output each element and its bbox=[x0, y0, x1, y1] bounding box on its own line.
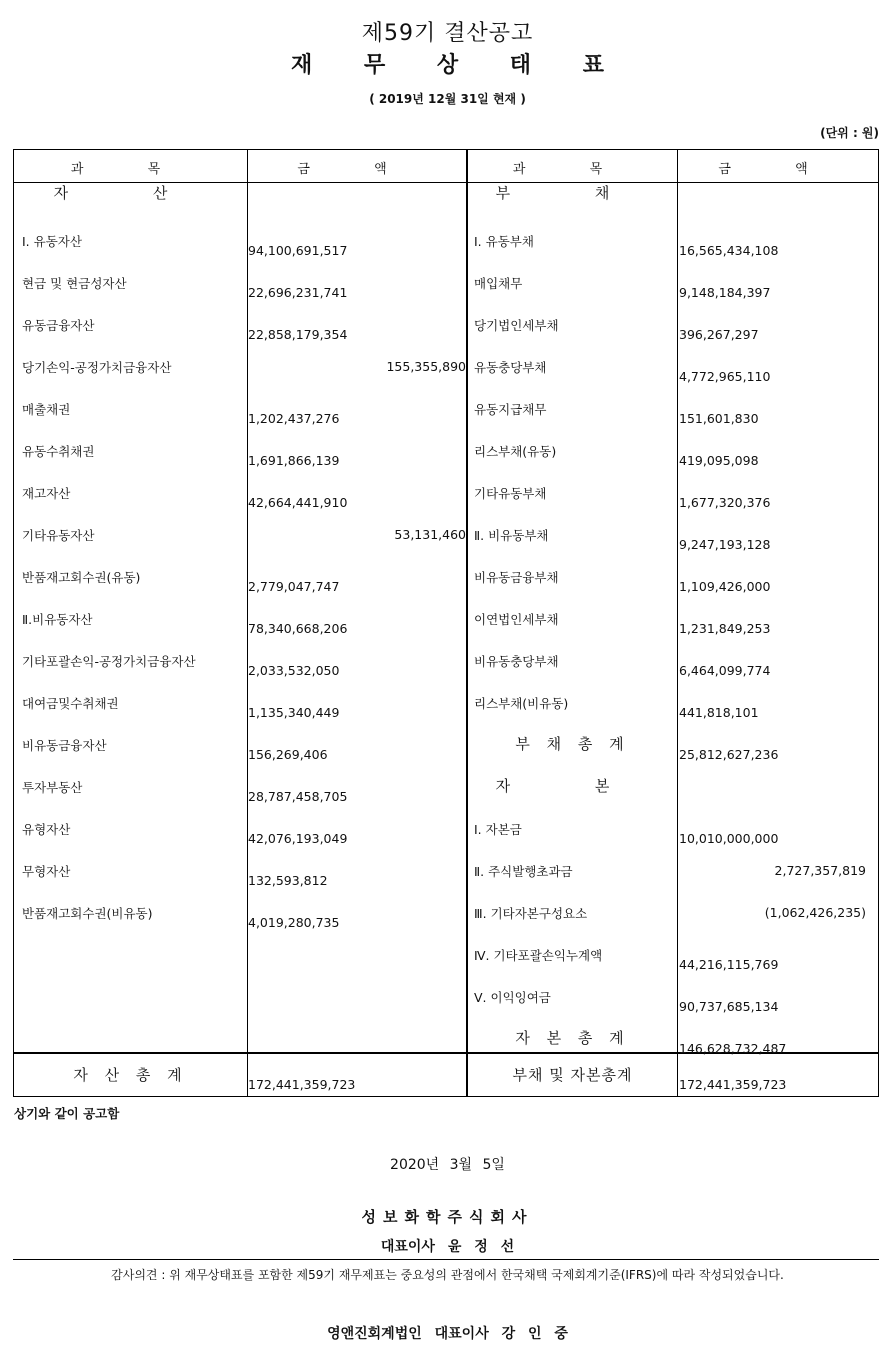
left-row-label: 투자부동산 bbox=[22, 780, 83, 795]
right-row-label: 이연법인세부채 bbox=[474, 612, 559, 627]
right-row-amount: 146,628,732,487 bbox=[679, 1041, 787, 1056]
right-row-label: 비유동충당부채 bbox=[474, 654, 559, 669]
balance-sheet-table bbox=[13, 149, 879, 1097]
right-row-label: 당기법인세부채 bbox=[474, 318, 559, 333]
left-row-label: 현금 및 현금성자산 bbox=[22, 276, 127, 291]
right-row-amount: 25,812,627,236 bbox=[679, 747, 779, 762]
right-row-label: 매입채무 bbox=[474, 276, 523, 291]
left-row-amount: 132,593,812 bbox=[248, 873, 328, 888]
left-row-amount: 1,202,437,276 bbox=[248, 411, 340, 426]
left-row-amount: 42,664,441,910 bbox=[248, 495, 348, 510]
left-row-amount: 1,691,866,139 bbox=[248, 453, 340, 468]
as-of-date: ( 2019년 12월 31일 현재 ) bbox=[369, 92, 526, 106]
right-row-amount: 9,247,193,128 bbox=[679, 537, 771, 552]
left-row-amount: 22,696,231,741 bbox=[248, 285, 348, 300]
column-divider bbox=[677, 150, 678, 1096]
left-row-amount: 94,100,691,517 bbox=[248, 243, 348, 258]
left-row-amount: 2,779,047,747 bbox=[248, 579, 340, 594]
left-row-label: 비유동금융자산 bbox=[22, 738, 107, 753]
notice-date: 2020년 3월 5일 bbox=[390, 1157, 505, 1173]
total-assets-label: 자 산 총 계 bbox=[73, 1066, 188, 1084]
total-liabilities-equity-value: 172,441,359,723 bbox=[679, 1077, 787, 1092]
right-row-subtotal: (1,062,426,235) bbox=[764, 905, 866, 920]
right-row-amount: 419,095,098 bbox=[679, 453, 759, 468]
right-row-label: Ⅱ. 주식발행초과금 bbox=[474, 864, 573, 879]
left-row-amount: 4,019,280,735 bbox=[248, 915, 340, 930]
left-row-label: 매출채권 bbox=[22, 402, 71, 417]
right-row-amount: 441,818,101 bbox=[679, 705, 759, 720]
left-row-label: Ⅰ. 유동자산 bbox=[22, 234, 82, 249]
left-row-subtotal: 155,355,890 bbox=[386, 359, 466, 374]
right-row-label: Ⅱ. 비유동부채 bbox=[474, 528, 549, 543]
right-row-amount: 16,565,434,108 bbox=[679, 243, 779, 258]
right-row-label: 부 채 총 계 bbox=[515, 735, 630, 753]
total-liabilities-equity-label: 부채 및 자본총계 bbox=[512, 1066, 633, 1084]
right-row-label: 유동지급채무 bbox=[474, 402, 547, 417]
ceo-name: 대표이사 윤 정 선 bbox=[380, 1239, 515, 1255]
right-row-label: Ⅰ. 유동부채 bbox=[474, 234, 534, 249]
right-row-label: 리스부채(유동) bbox=[474, 444, 557, 459]
unit-label: (단위 : 원) bbox=[820, 126, 879, 140]
total-assets-value: 172,441,359,723 bbox=[248, 1077, 356, 1092]
right-row-label: 자 본 bbox=[495, 777, 650, 795]
left-row-amount: 22,858,179,354 bbox=[248, 327, 348, 342]
header-amount-right: 금 액 bbox=[718, 162, 838, 177]
left-row-amount: 42,076,193,049 bbox=[248, 831, 348, 846]
left-row-amount: 156,269,406 bbox=[248, 747, 328, 762]
right-row-amount: 396,267,297 bbox=[679, 327, 759, 342]
right-row-label: 부 채 bbox=[495, 184, 650, 202]
right-row-amount: 10,010,000,000 bbox=[679, 831, 779, 846]
statement-title: 재 무 상 태 표 bbox=[291, 53, 626, 78]
left-row-label: 당기손익-공정가치금융자산 bbox=[22, 360, 172, 375]
right-row-amount: 151,601,830 bbox=[679, 411, 759, 426]
right-row-label: 리스부채(비유동) bbox=[474, 696, 569, 711]
left-row-label: 기타포괄손익-공정가치금융자산 bbox=[22, 654, 196, 669]
right-row-subtotal: 2,727,357,819 bbox=[774, 863, 866, 878]
left-row-subtotal: 53,131,460 bbox=[394, 527, 466, 542]
left-row-amount: 2,033,532,050 bbox=[248, 663, 340, 678]
right-row-label: 비유동금융부채 bbox=[474, 570, 559, 585]
left-row-label: 무형자산 bbox=[22, 864, 71, 879]
header-subject-left: 과 목 bbox=[70, 162, 191, 177]
right-row-label: 자 본 총 계 bbox=[515, 1029, 630, 1047]
right-row-amount: 1,677,320,376 bbox=[679, 495, 771, 510]
right-row-amount: 4,772,965,110 bbox=[679, 369, 771, 384]
left-row-amount: 28,787,458,705 bbox=[248, 789, 348, 804]
left-row-label: 반품재고회수권(비유동) bbox=[22, 906, 153, 921]
right-row-amount: 1,109,426,000 bbox=[679, 579, 771, 594]
footer-rule bbox=[13, 1259, 879, 1260]
left-row-label: 자 산 bbox=[53, 184, 208, 202]
right-row-amount: 6,464,099,774 bbox=[679, 663, 771, 678]
left-row-label: 기타유동자산 bbox=[22, 528, 95, 543]
right-row-label: Ⅴ. 이익잉여금 bbox=[474, 990, 551, 1005]
notice-statement: 상기와 같이 공고함 bbox=[14, 1106, 120, 1121]
audit-opinion: 감사의견 : 위 재무상태표를 포함한 제59기 재무제표는 중요성의 관점에서 한국채택 국제회계기준(IFRS)에 따라 작성되었습니다. bbox=[111, 1268, 784, 1282]
right-row-label: Ⅳ. 기타포괄손익누계액 bbox=[474, 948, 603, 963]
right-row-amount: 90,737,685,134 bbox=[679, 999, 779, 1014]
left-row-amount: 78,340,668,206 bbox=[248, 621, 348, 636]
right-row-label: Ⅲ. 기타자본구성요소 bbox=[474, 906, 588, 921]
right-row-amount: 1,231,849,253 bbox=[679, 621, 771, 636]
right-row-label: Ⅰ. 자본금 bbox=[474, 822, 522, 837]
left-row-label: 재고자산 bbox=[22, 486, 71, 501]
right-row-amount: 9,148,184,397 bbox=[679, 285, 771, 300]
left-row-label: 반품재고회수권(유동) bbox=[22, 570, 141, 585]
left-row-label: 유형자산 bbox=[22, 822, 71, 837]
right-row-label: 유동충당부채 bbox=[474, 360, 547, 375]
header-subject-right: 과 목 bbox=[512, 162, 633, 177]
right-row-label: 기타유동부채 bbox=[474, 486, 547, 501]
left-row-label: 대여금및수취채권 bbox=[22, 696, 119, 711]
left-row-label: 유동금융자산 bbox=[22, 318, 95, 333]
company-name: 성보화학주식회사 bbox=[361, 1208, 534, 1226]
left-row-label: 유동수취채권 bbox=[22, 444, 95, 459]
right-row-amount: 44,216,115,769 bbox=[679, 957, 779, 972]
left-row-amount: 1,135,340,449 bbox=[248, 705, 340, 720]
column-divider-center bbox=[466, 150, 468, 1096]
auditor-name: 영앤진회계법인 대표이사 강 인 중 bbox=[327, 1326, 568, 1342]
left-row-label: Ⅱ.비유동자산 bbox=[22, 612, 93, 627]
notice-title: 제59기 결산공고 bbox=[361, 21, 534, 46]
header-amount-left: 금 액 bbox=[297, 162, 417, 177]
